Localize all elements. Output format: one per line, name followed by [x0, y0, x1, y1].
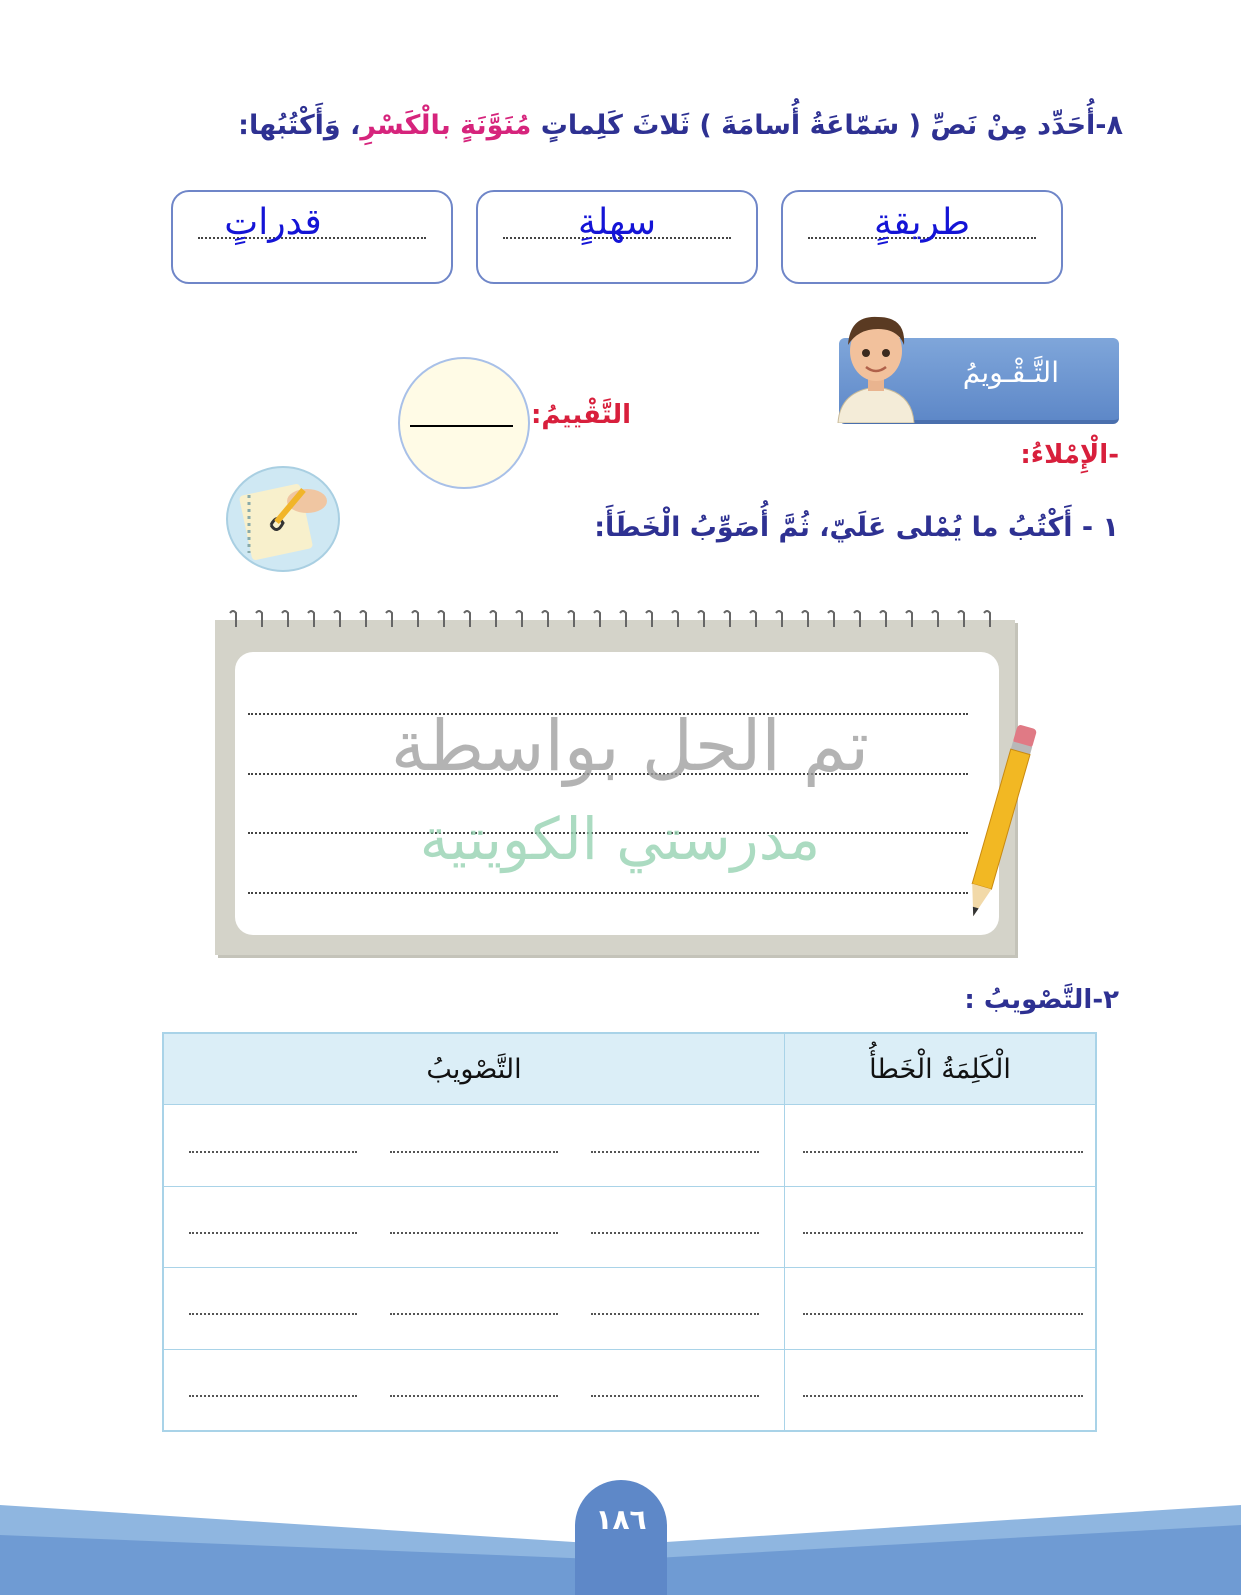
dictation-heading: -الْإِمْلاءُ:: [1020, 440, 1119, 470]
writing-hand-icon: [225, 465, 343, 573]
question-1-text: أَكْتُبُ ما يُمْلى عَلَيّ، ثُمَّ أُصَوِّبُ الْخَطَأَ:: [594, 512, 1073, 543]
question-2-heading: ٢-التَّصْويبُ :: [964, 985, 1119, 1015]
question-8-text-a: أُحَدِّد مِنْ نَصِّ ( سَمّاعَةُ أُسامَةَ ) ثَلاثَ كَلِماتٍ: [531, 110, 1096, 141]
grade-label: التَّقْييمُ:: [530, 400, 631, 430]
wrong-word-cell[interactable]: [785, 1186, 1097, 1267]
wrong-word-cell[interactable]: [785, 1268, 1097, 1349]
question-1-number: ١ -: [1072, 512, 1119, 543]
wrong-word-cell[interactable]: [785, 1349, 1097, 1431]
correction-cell[interactable]: [163, 1105, 785, 1186]
header-wrong-word: الْكَلِمَةُ الْخَطأُ: [785, 1033, 1097, 1105]
correction-table: [162, 1032, 1097, 1432]
correction-cell[interactable]: [163, 1349, 785, 1431]
watermark: [360, 695, 900, 915]
evaluation-title: التَّـقْـويمُ: [962, 356, 1059, 389]
boy-avatar-icon: [830, 305, 922, 423]
question-8-text-b: ، وَأَكْتُبُها:: [238, 110, 361, 141]
page-number: ١٨٦: [575, 1480, 667, 1595]
watermark-line-2: مدرستي الكويتية: [419, 805, 821, 873]
answer-word-2: سهلةٍ: [578, 202, 656, 243]
table-row: [163, 1186, 1096, 1267]
correction-cell[interactable]: [163, 1268, 785, 1349]
question-8-number: ٨-: [1095, 110, 1123, 141]
answer-word-3: قدراتٍ: [224, 202, 322, 243]
question-1: [594, 512, 1119, 543]
answer-box-3[interactable]: [171, 190, 453, 284]
table-row: [163, 1268, 1096, 1349]
pencil-icon: [960, 715, 1040, 930]
question-8: [238, 110, 1123, 141]
wrong-word-cell[interactable]: [785, 1105, 1097, 1186]
grade-circle[interactable]: [398, 357, 530, 489]
grade-line: [410, 425, 513, 427]
watermark-line-1: تم الحل بواسطة: [390, 705, 870, 787]
question-8-highlight: مُنَوَّنَةٍ بالْكَسْرِ: [360, 110, 532, 141]
notebook-rings-icon: [225, 609, 1015, 635]
answer-box-2[interactable]: [476, 190, 758, 284]
table-header-row: [163, 1033, 1096, 1105]
answer-word-1: طريقةٍ: [873, 202, 971, 243]
table-row: [163, 1349, 1096, 1431]
table-row: [163, 1105, 1096, 1186]
answer-box-1[interactable]: [781, 190, 1063, 284]
header-correction: التَّصْويبُ: [163, 1033, 785, 1105]
correction-cell[interactable]: [163, 1186, 785, 1267]
